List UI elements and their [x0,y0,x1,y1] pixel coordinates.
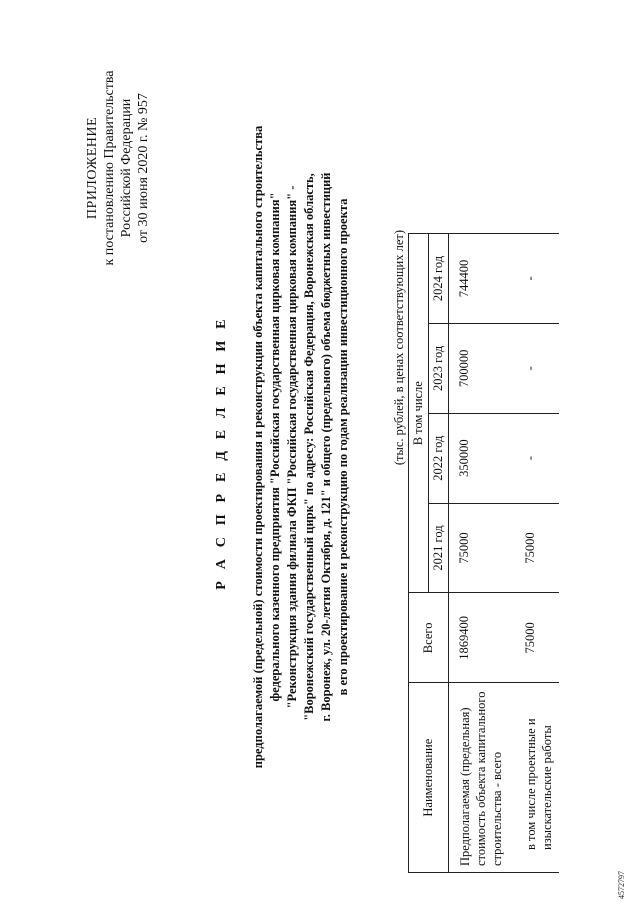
row-value: - [509,413,559,503]
row-value: 700000 [449,323,510,413]
subtitle-line: федерального казенного предприятия "Российская государственная цирковая компания" [268,192,282,702]
header-in-total: В том числе [409,234,429,593]
document-subtitle [250,87,352,807]
appendix-line-3: от 30 июня 2020 г. № 957 [136,93,151,243]
row-value: 744400 [449,234,510,324]
subtitle-line: "Воронежский государственный цирк" по адресу: Российская Федерация, Воронежская область, [302,173,316,721]
subtitle-line: предполагаемой (предельной) стоимости проектирования и реконструкции объекта капитального строительства [251,125,265,769]
units-note: (тыс. рублей, в ценах соответствующих лет) [392,230,406,466]
row-value: - [509,234,559,324]
table-row [509,234,559,873]
header-year: 2022 год [429,413,449,503]
table-row [449,234,510,873]
appendix-header [84,48,152,288]
row-name: в том числе проектные и изыскательские работы [509,683,559,873]
row-value: - [509,323,559,413]
header-year: 2023 год [429,323,449,413]
document-number: 4572797 [617,871,626,899]
subtitle-line: "Реконструкция здания филиала ФКП "Российская государственная цирковая компания" - [285,185,299,709]
row-total: 75000 [509,593,559,683]
appendix-line-1: к постановлению Правительства [102,70,117,266]
header-total: Всего [409,593,449,683]
header-year: 2024 год [429,234,449,324]
header-name: Наименование [409,683,449,873]
row-value: 350000 [449,413,510,503]
header-year: 2021 год [429,503,449,593]
row-total: 1869400 [449,593,510,683]
appendix-line-2: Российской Федерации [119,98,134,238]
row-value: 75000 [509,503,559,593]
distribution-table [408,233,559,873]
subtitle-line: в его проектирование и реконструкцию по годам реализации инвестиционного проекта [336,198,350,696]
document-title: Р А С П Р Е Д Е Л Е Н И Е [214,315,229,590]
subtitle-line: г. Воронеж, ул. 20-летия Октября, д. 121" и общего (предельного) объема бюджетных инвестиций [319,172,333,722]
appendix-title: ПРИЛОЖЕНИЕ [85,116,100,220]
row-value: 75000 [449,503,510,593]
row-name: Предполагаемая (предельная) стоимость объекта капитального строительства - всего [449,683,510,873]
